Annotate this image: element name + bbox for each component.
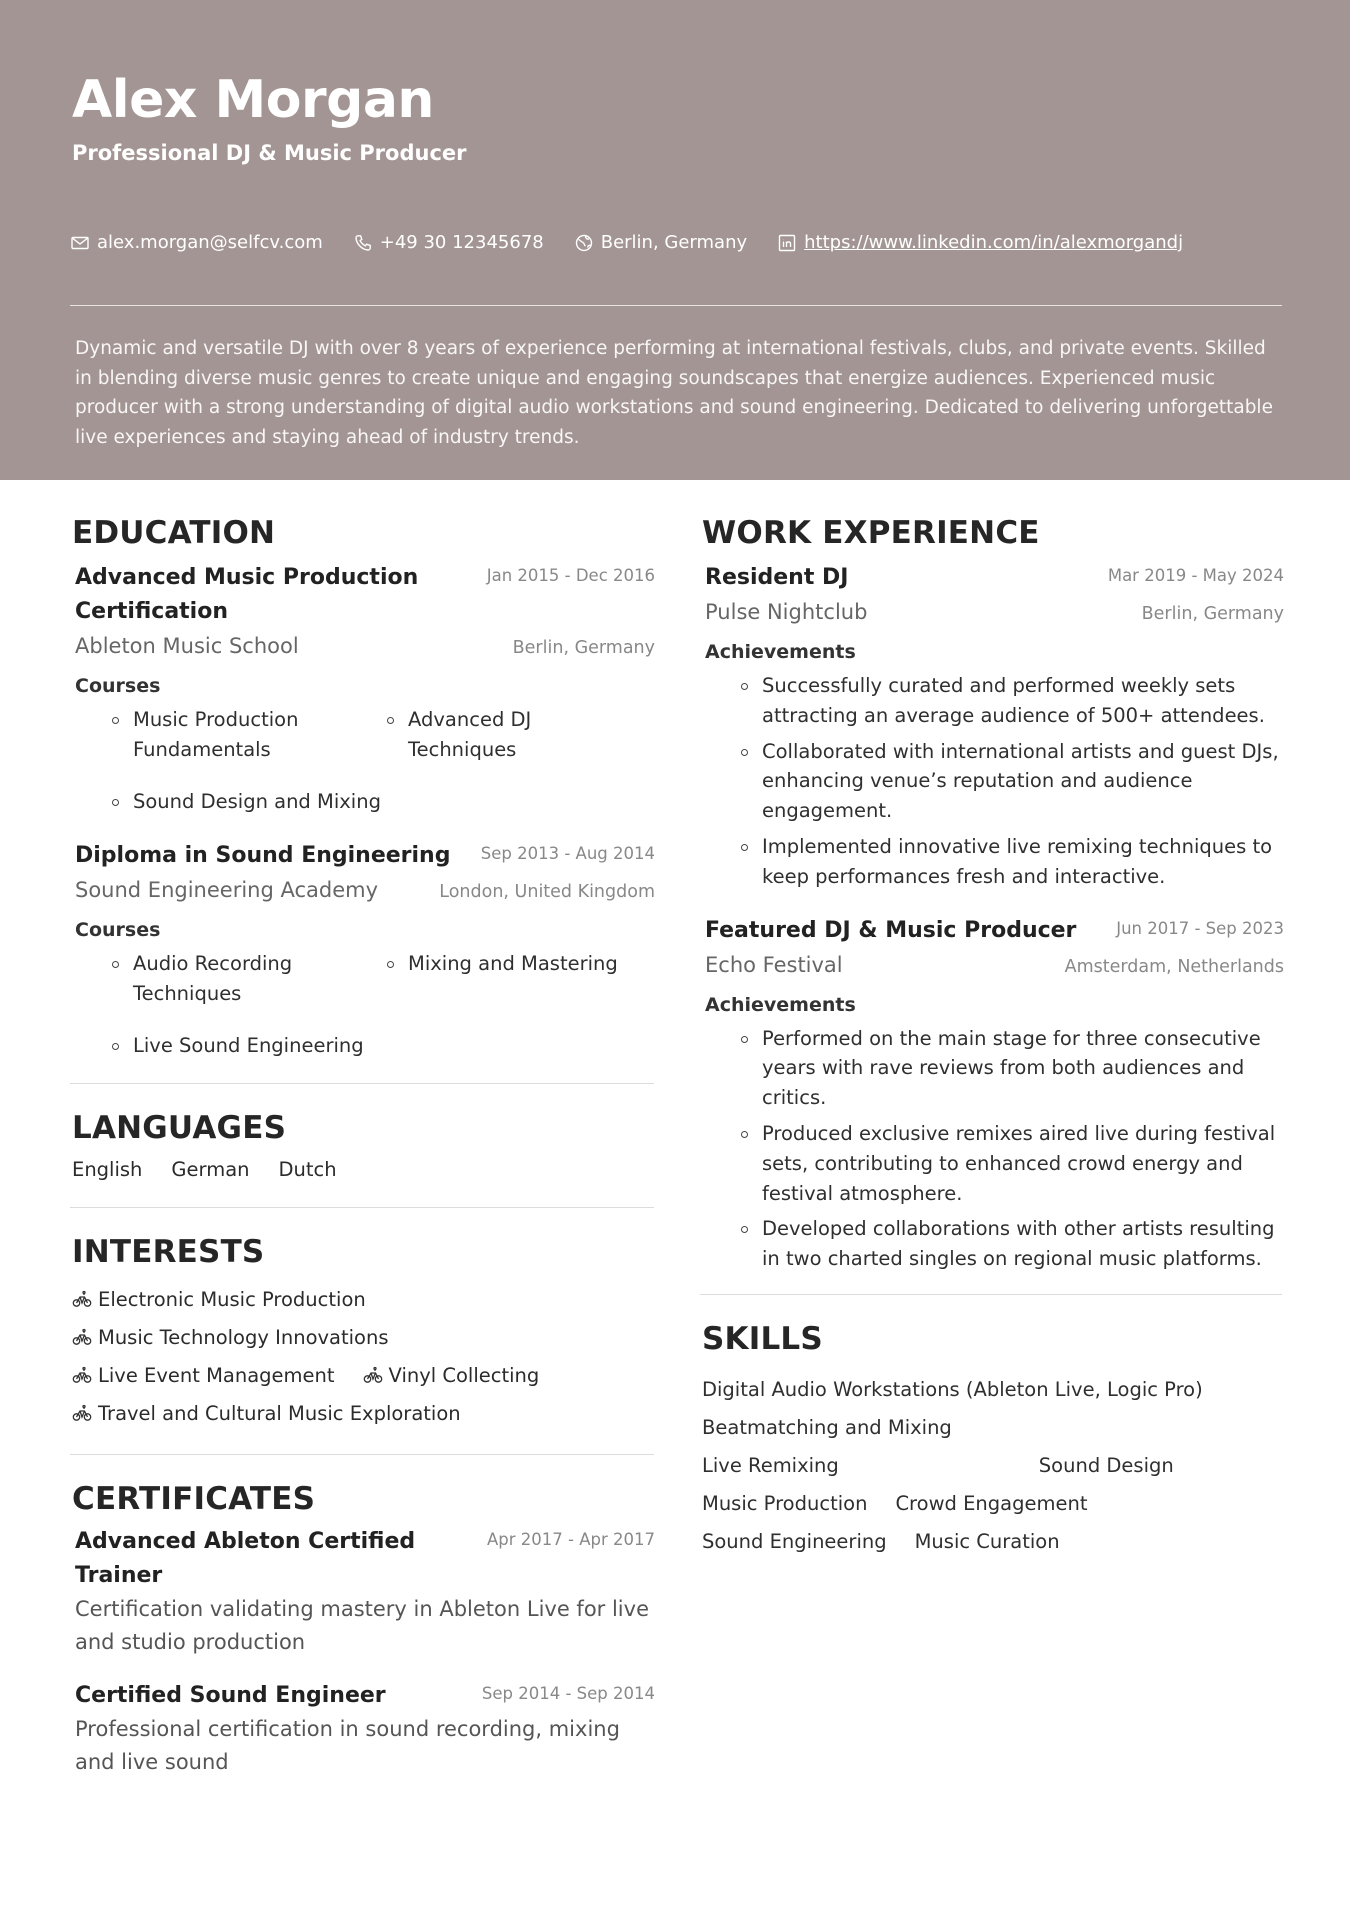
skill-item: Sound Design [1038, 1453, 1174, 1477]
certificate-entry [75, 1525, 655, 1659]
courses-list [75, 949, 655, 1083]
section-divider [700, 1294, 1282, 1295]
courses-label: Courses [75, 919, 161, 941]
languages-list [72, 1158, 655, 1181]
header-divider [70, 305, 1282, 306]
experience-entry [705, 561, 1284, 892]
bicycle-icon [72, 1289, 92, 1309]
job-title: Featured DJ & Music Producer [705, 917, 1077, 943]
education-date: Sep 2013 - Aug 2014 [480, 844, 655, 863]
skill-item: Digital Audio Workstations (Ableton Live, Logic Pro) [702, 1377, 1203, 1401]
certificate-description: Professional certification in sound recording, mixing and live sound [75, 1717, 620, 1774]
section-divider [70, 1207, 654, 1208]
interest-item: Travel and Cultural Music Exploration [72, 1394, 552, 1432]
job-date: Jun 2017 - Sep 2023 [1116, 918, 1284, 938]
achievement-item: Successfully curated and performed weekly sets attracting an average audience of 500+ attendees. [739, 671, 1284, 731]
language-item: English [72, 1158, 143, 1181]
skills-list [702, 1371, 1292, 1561]
languages-section [72, 1110, 655, 1181]
bicycle-icon [72, 1403, 92, 1423]
course-item: Mixing and Mastering [384, 949, 624, 1009]
job-location: Berlin, Germany [1141, 604, 1284, 624]
courses-list [75, 705, 655, 839]
interest-item: Electronic Music Production [72, 1280, 472, 1318]
education-school: Ableton Music School [75, 634, 299, 658]
course-item: Advanced DJ Techniques [384, 705, 614, 765]
skill-item: Sound Engineering [702, 1529, 887, 1553]
course-item: Audio Recording Techniques [109, 949, 384, 1009]
course-item: Music Production Fundamentals [109, 705, 384, 765]
course-item: Sound Design and Mixing [109, 787, 384, 817]
left-column [72, 515, 655, 1779]
phone-icon [353, 233, 373, 253]
achievements-label: Achievements [705, 641, 856, 663]
education-degree: Diploma in Sound Engineering [75, 843, 451, 868]
education-school: Sound Engineering Academy [75, 878, 379, 902]
contact-linkedin[interactable] [777, 232, 1183, 253]
interests-heading: INTERESTS [72, 1234, 265, 1270]
skill-item: Live Remixing [702, 1453, 839, 1477]
education-section [72, 515, 655, 1083]
right-column [702, 515, 1284, 1561]
certificate-entry [75, 1679, 655, 1779]
contact-phone[interactable] [353, 232, 544, 253]
experience-heading: WORK EXPERIENCE [702, 515, 1040, 551]
profile-summary: Dynamic and versatile DJ with over 8 years of experience performing at international festivals, clubs, and private events. Skilled in blending diverse music genres to create unique and engaging soundscapes that energize audiences. Experienced music producer with a strong understanding of digital audio workstations and sound engineering. Dedicated to delivering unforgettable live experiences and staying ahead of industry trends. [75, 338, 1273, 449]
skill-item: Beatmatching and Mixing [702, 1415, 952, 1439]
interest-item: Vinyl Collecting [363, 1356, 540, 1394]
contact-location [574, 232, 747, 253]
resume-header [0, 0, 1350, 480]
education-location: London, United Kingdom [439, 882, 655, 902]
language-item: German [171, 1158, 250, 1181]
certificate-title: Advanced Ableton Certified Trainer [75, 1529, 416, 1588]
achievements-list [705, 1024, 1284, 1274]
interests-section [72, 1234, 655, 1432]
skill-item: Music Curation [914, 1529, 1060, 1553]
certificates-heading: CERTIFICATES [72, 1481, 316, 1517]
candidate-name: Alex Morgan [72, 70, 434, 130]
education-date: Jan 2015 - Dec 2016 [486, 566, 655, 585]
linkedin-icon [777, 233, 797, 253]
education-degree: Advanced Music Production Certification [75, 565, 419, 624]
experience-section [702, 515, 1284, 1274]
skills-section [702, 1321, 1284, 1561]
skill-item: Crowd Engagement [895, 1491, 1088, 1515]
education-location: Berlin, Germany [512, 638, 655, 658]
achievement-item: Developed collaborations with other artists resulting in two charted singles on regional music platforms. [739, 1214, 1284, 1274]
education-heading: EDUCATION [72, 515, 276, 551]
section-divider [70, 1083, 654, 1084]
achievement-item: Performed on the main stage for three consecutive years with rave reviews from both audiences and critics. [739, 1024, 1284, 1113]
location-text: Berlin, Germany [600, 232, 748, 253]
phone-text: +49 30 12345678 [379, 232, 544, 253]
course-item: Live Sound Engineering [109, 1031, 429, 1061]
job-company: Echo Festival [705, 952, 843, 977]
bicycle-icon [72, 1327, 92, 1347]
linkedin-link[interactable]: https://www.linkedin.com/in/alexmorgandj [804, 232, 1184, 253]
achievement-item: Produced exclusive remixes aired live during festival sets, contributing to enhanced crowd energy and festival atmosphere. [739, 1119, 1284, 1208]
interest-item: Music Technology Innovations [72, 1318, 472, 1356]
bicycle-icon [72, 1365, 92, 1385]
section-divider [70, 1454, 654, 1455]
achievements-label: Achievements [705, 993, 856, 1016]
certificate-date: Apr 2017 - Apr 2017 [486, 1530, 655, 1549]
certificates-section [72, 1481, 655, 1779]
skill-item: Music Production [702, 1491, 868, 1515]
skills-heading: SKILLS [702, 1320, 823, 1357]
achievements-list [705, 671, 1284, 892]
achievement-item: Collaborated with international artists and guest DJs, enhancing venue’s reputation and audience engagement. [739, 737, 1284, 826]
contact-email[interactable] [70, 232, 323, 253]
bicycle-icon [363, 1365, 383, 1385]
courses-label: Courses [75, 675, 161, 697]
job-date: Mar 2019 - May 2024 [1107, 566, 1284, 585]
education-entry [75, 839, 655, 1083]
certificate-description: Certification validating mastery in Ableton Live for live and studio production [75, 1597, 649, 1654]
job-company: Pulse Nightclub [705, 600, 868, 624]
experience-entry [705, 914, 1284, 1274]
achievement-item: Implemented innovative live remixing techniques to keep performances fresh and interactive. [739, 832, 1284, 892]
certificate-date: Sep 2014 - Sep 2014 [481, 1684, 655, 1703]
language-item: Dutch [278, 1158, 337, 1181]
interest-item: Live Event Management [72, 1356, 335, 1394]
email-text: alex.morgan@selfcv.com [97, 232, 323, 253]
interests-list [72, 1280, 592, 1432]
contact-row [70, 232, 1213, 253]
mail-icon [70, 233, 90, 253]
job-title: Resident DJ [705, 565, 849, 590]
education-entry [75, 561, 655, 839]
globe-icon [574, 233, 594, 253]
certificate-title: Certified Sound Engineer [75, 1683, 386, 1708]
job-location: Amsterdam, Netherlands [1064, 956, 1284, 977]
languages-heading: LANGUAGES [72, 1110, 287, 1146]
candidate-role: Professional DJ & Music Producer [72, 141, 467, 165]
